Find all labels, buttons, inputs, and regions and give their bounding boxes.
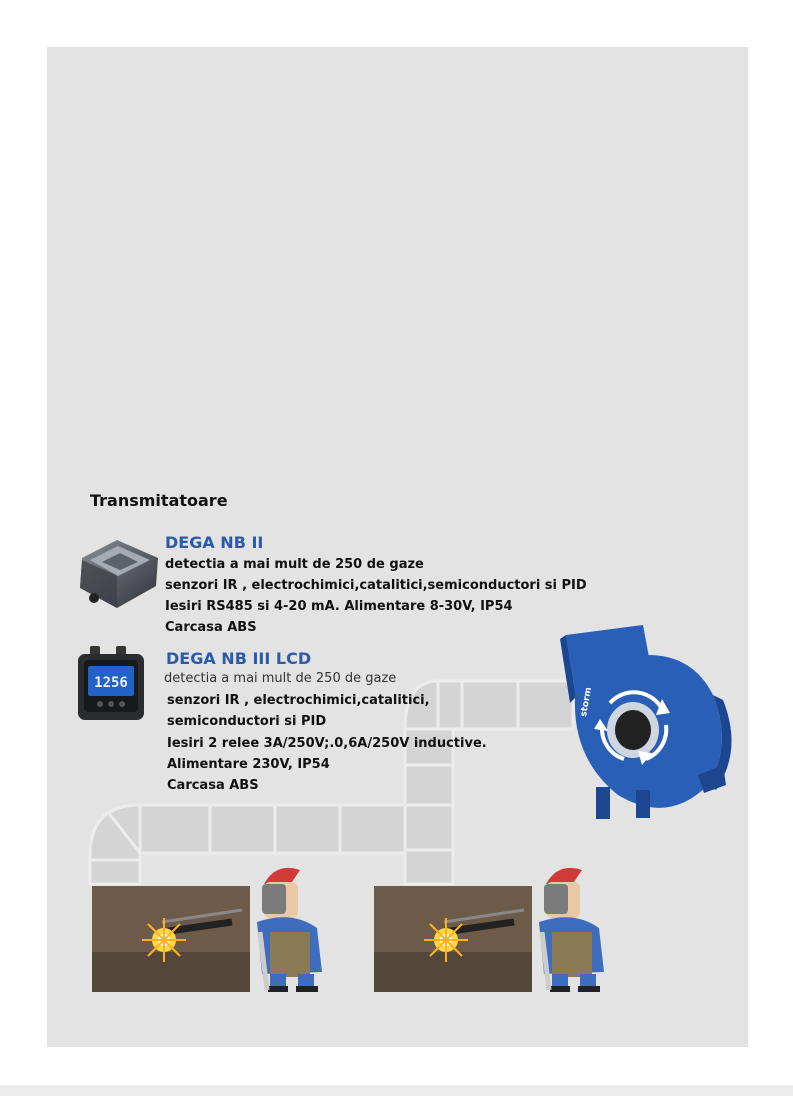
centrifugal-fan-image: [558, 625, 728, 820]
dega-nb-iii-lcd-device-image: [78, 646, 144, 720]
product-1-line-1: detectia a mai mult de 250 de gaze: [165, 557, 424, 572]
product-1-line-2: senzori IR , electrochimici,catalitici,semiconductori si PID: [165, 578, 587, 593]
product-2-line-1: detectia a mai mult de 250 de gaze: [164, 671, 397, 686]
welder-figure-1: [257, 868, 322, 992]
welding-spark-icon: [424, 918, 468, 962]
product-1-line-4: Carcasa ABS: [165, 620, 257, 635]
product-2-line-4: Iesiri 2 relee 3A/250V;.0,6A/250V inductive.: [167, 736, 487, 751]
product-2-line-5: Alimentare 230V, IP54: [167, 757, 330, 772]
product-2-line-2: senzori IR , electrochimici,catalitici,: [167, 693, 430, 708]
dega-nb-ii-device-image: [72, 536, 162, 611]
product-2-line-6: Carcasa ABS: [167, 778, 259, 793]
product-1-line-3: Iesiri RS485 si 4-20 mA. Alimentare 8-30V, IP54: [165, 599, 513, 614]
product-title-dega-nb-iii-lcd: DEGA NB III LCD: [166, 649, 312, 668]
fan-brand-label: storm: [579, 686, 595, 718]
welding-spark-icon: [142, 918, 186, 962]
welding-scene-2-image: [374, 862, 619, 992]
welding-scene-1-image: [92, 862, 337, 992]
lcd-reading: 1256: [94, 675, 128, 691]
product-2-line-3: semiconductori si PID: [167, 714, 327, 729]
welder-figure-2: [539, 868, 604, 992]
product-title-dega-nb-ii: DEGA NB II: [165, 533, 264, 552]
section-title: Transmitatoare: [90, 491, 228, 510]
